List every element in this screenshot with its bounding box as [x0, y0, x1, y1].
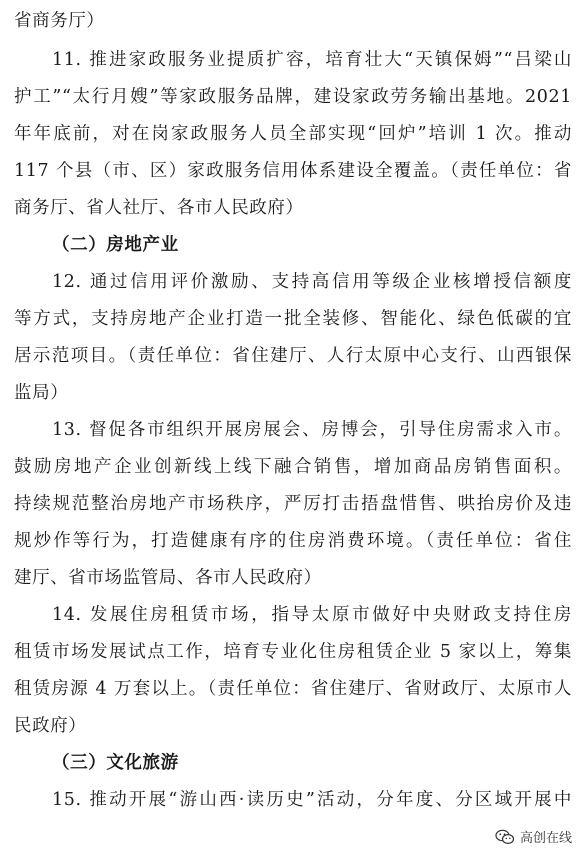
section-heading-culture-tourism: （三）文化旅游 [52, 753, 179, 773]
paragraph-11-line: 年年底前，对在岗家政服务人员全部实现“回炉”培训 1 次。推动 [14, 124, 572, 144]
paragraph-14-line: 租赁市场发展试点工作，培育专业化住房租赁企业 5 家以上，筹集 [14, 642, 572, 662]
wechat-icon [495, 829, 515, 845]
watermark [495, 827, 572, 846]
paragraph-14-line: 民政府） [14, 716, 87, 736]
paragraph-13-line: 规炒作等行为，打造健康有序的住房消费环境。（责任单位：省住 [14, 531, 572, 551]
paragraph-14-line: 14. 发展住房租赁市场，指导太原市做好中央财政支持住房 [52, 605, 572, 625]
paragraph-11-line: 11. 推进家政服务业提质扩容，培育壮大“天镇保姆”“吕梁山 [52, 50, 572, 70]
text-line: 省商务厅） [14, 11, 105, 31]
paragraph-11-line: 护工”“太行月嫂”等家政服务品牌，建设家政劳务输出基地。2021 [14, 87, 572, 107]
paragraph-15-line: 15. 推动开展“游山西·读历史”活动，分年度、分区域开展中 [52, 790, 572, 810]
paragraph-13-line: 鼓励房地产企业创新线上线下融合销售，增加商品房销售面积。 [14, 457, 572, 477]
paragraph-12-line: 监局） [14, 383, 69, 403]
paragraph-12-line: 等方式，支持房地产企业打造一批全装修、智能化、绿色低碳的宜 [14, 309, 572, 329]
paragraph-13-line: 持续规范整治房地产市场秩序，严厉打击捂盘惜售、哄抬房价及违 [14, 494, 572, 514]
paragraph-12-line: 居示范项目。（责任单位：省住建厅、人行太原中心支行、山西银保 [14, 346, 572, 366]
paragraph-13-line: 13. 督促各市组织开展房展会、房博会，引导住房需求入市。 [52, 420, 572, 440]
section-heading-real-estate: （二）房地产业 [52, 235, 179, 255]
paragraph-11-line: 商务厅、省人社厅、各市人民政府） [14, 198, 304, 218]
paragraph-12-line: 12. 通过信用评价激励、支持高信用等级企业核增授信额度 [52, 272, 572, 292]
watermark-text: 高创在线 [519, 831, 572, 846]
paragraph-13-line: 建厅、省市场监管局、各市人民政府） [14, 568, 322, 588]
paragraph-14-line: 租赁房源 4 万套以上。（责任单位：省住建厅、省财政厅、太原市人 [14, 679, 572, 699]
paragraph-11-line: 117 个县（市、区）家政服务信用体系建设全覆盖。（责任单位：省 [14, 161, 572, 181]
